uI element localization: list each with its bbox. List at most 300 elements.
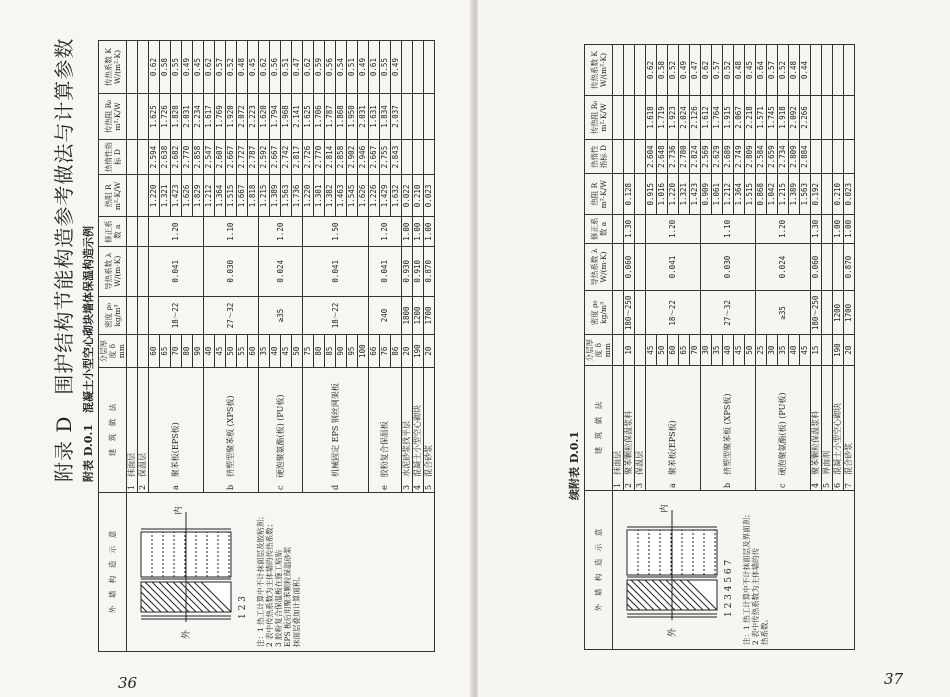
inertia-cell: 2.607 xyxy=(215,139,226,175)
total-resistance-cell: 2.126 xyxy=(690,96,701,140)
wall-section-drawing xyxy=(617,495,737,645)
resistance-cell: 1.389 xyxy=(789,174,800,215)
total-resistance-cell: 1.834 xyxy=(380,94,391,140)
total-resistance-cell: 1.915 xyxy=(723,96,734,140)
total-resistance-cell xyxy=(127,94,138,140)
inside-label: 内 xyxy=(660,503,670,513)
left-rotated-content xyxy=(40,32,460,652)
inertia-cell: 2.884 xyxy=(800,139,811,173)
column-header: 热惰性指标 D xyxy=(99,139,127,175)
method-cell: 6 混凝土小型空心砌块 xyxy=(833,366,844,491)
thickness-cell: 190 xyxy=(413,335,424,368)
sketch-cell xyxy=(127,493,435,652)
table-row xyxy=(127,41,138,652)
inertia-cell: 2.659 xyxy=(767,139,778,173)
resistance-cell: 0.128 xyxy=(624,174,635,215)
resistance-cell: 1.061 xyxy=(712,174,723,215)
resistance-cell: 1.429 xyxy=(380,175,391,217)
total-resistance-cell: 2.234 xyxy=(193,94,204,140)
u-value-cell: 0.48 xyxy=(734,45,745,96)
thickness-cell: 65 xyxy=(679,335,690,366)
total-resistance-cell: 2.218 xyxy=(745,96,756,140)
u-value-cell: 0.62 xyxy=(646,45,657,96)
inertia-cell: 2.667 xyxy=(270,139,281,175)
density-cell: 240 xyxy=(369,296,402,335)
resistance-cell: 1.423 xyxy=(690,174,701,215)
u-value-cell: 0.55 xyxy=(171,41,182,94)
resistance-cell: 0.023 xyxy=(844,174,855,215)
inertia-cell: 2.902 xyxy=(347,139,358,175)
inertia-cell: 2.809 xyxy=(745,139,756,173)
u-value-cell xyxy=(833,45,844,96)
u-value-cell: 0.56 xyxy=(270,41,281,94)
correction-cell: 1.00 xyxy=(844,215,855,244)
total-resistance-cell: 1.706 xyxy=(314,94,325,140)
thickness-cell xyxy=(635,335,646,366)
inertia-cell: 2.648 xyxy=(657,139,668,173)
thickness-cell: 50 xyxy=(745,335,756,366)
resistance-cell: 1.626 xyxy=(358,175,369,217)
u-value-cell: 0.55 xyxy=(380,41,391,94)
resistance-cell: 0.868 xyxy=(756,174,767,215)
correction-cell: 1.20 xyxy=(756,215,811,244)
thickness-cell: 86 xyxy=(391,335,402,368)
density-cell xyxy=(822,291,833,335)
resistance-cell: 1.212 xyxy=(723,174,734,215)
u-value-cell: 0.61 xyxy=(369,41,380,94)
inertia-cell: 2.809 xyxy=(789,139,800,173)
u-value-cell: 0.45 xyxy=(745,45,756,96)
inertia-cell: 2.667 xyxy=(369,139,380,175)
u-value-cell: 0.64 xyxy=(756,45,767,96)
thickness-cell: 40 xyxy=(204,335,215,368)
inertia-cell xyxy=(844,139,855,173)
method-cell: 1 抹面层 xyxy=(127,368,138,493)
column-header: 传热系数 K W/(m²·K) xyxy=(99,41,127,94)
correction-cell: 1.00 xyxy=(413,217,424,247)
u-value-cell: 0.48 xyxy=(237,41,248,94)
correction-cell xyxy=(635,215,646,244)
total-resistance-cell xyxy=(844,96,855,140)
inertia-cell: 2.682 xyxy=(171,139,182,175)
thickness-cell: 76 xyxy=(380,335,391,368)
note-line: 热系数。 xyxy=(760,615,769,645)
total-resistance-cell: 2.141 xyxy=(292,94,303,140)
density-cell xyxy=(138,296,149,335)
outside-label: 外 xyxy=(182,629,192,639)
thickness-cell: 70 xyxy=(171,335,182,368)
correction-cell xyxy=(138,217,149,247)
conductivity-cell: 0.060 xyxy=(624,243,635,291)
inertia-cell: 2.824 xyxy=(690,139,701,173)
u-value-cell: 0.51 xyxy=(347,41,358,94)
correction-cell: 1.00 xyxy=(424,217,435,247)
thickness-cell: 50 xyxy=(657,335,668,366)
column-header: 热阻 R m²·K/W xyxy=(585,174,613,215)
inertia-cell: 2.592 xyxy=(259,139,270,175)
resistance-cell: 1.632 xyxy=(391,175,402,217)
total-resistance-cell: 1.625 xyxy=(149,94,160,140)
resistance-cell: 1.301 xyxy=(314,175,325,217)
resistance-cell xyxy=(138,175,149,217)
conductivity-cell: 0.041 xyxy=(646,243,701,291)
method-cell: 2 聚苯颗粒保温浆料 xyxy=(624,366,635,491)
wall-section-drawing xyxy=(131,497,251,647)
inertia-cell xyxy=(402,139,413,175)
thickness-cell: 65 xyxy=(160,335,171,368)
u-value-cell xyxy=(402,41,413,94)
right-rotated-content xyxy=(536,38,936,650)
resistance-cell: 1.463 xyxy=(336,175,347,217)
correction-cell xyxy=(613,215,624,244)
total-resistance-cell: 1.631 xyxy=(369,94,380,140)
method-cell: 3 水泥砂浆找平层 xyxy=(402,368,413,493)
sketch-cell xyxy=(613,491,855,650)
conductivity-cell: 0.930 xyxy=(402,246,413,296)
correction-cell: 1.00 xyxy=(402,217,413,247)
u-value-cell: 0.57 xyxy=(215,41,226,94)
resistance-cell: 1.736 xyxy=(292,175,303,217)
thickness-cell: 45 xyxy=(734,335,745,366)
conductivity-cell xyxy=(127,246,138,296)
total-resistance-cell xyxy=(635,96,646,140)
thickness-cell: 40 xyxy=(723,335,734,366)
column-header: 密度 ρ₀ kg/m³ xyxy=(99,296,127,335)
right-page xyxy=(478,0,950,697)
column-header: 分层厚度 δ mm xyxy=(585,335,613,366)
total-resistance-cell: 1.617 xyxy=(204,94,215,140)
inertia-cell: 2.547 xyxy=(204,139,215,175)
column-header: 外 墙 构 造 示 意 xyxy=(585,491,613,650)
resistance-cell: 1.321 xyxy=(160,175,171,217)
thickness-cell: 15 xyxy=(811,335,822,366)
method-cell: 5 界面剂 xyxy=(822,366,833,491)
u-value-cell: 0.56 xyxy=(325,41,336,94)
density-cell: 18～22 xyxy=(303,296,369,335)
u-value-cell: 0.62 xyxy=(149,41,160,94)
method-cell: c 硬泡聚氨酯(板) (PU板) xyxy=(259,368,303,493)
conductivity-cell xyxy=(833,243,844,291)
total-resistance-cell: 2.067 xyxy=(734,96,745,140)
inertia-cell xyxy=(613,139,624,173)
u-value-cell: 0.49 xyxy=(391,41,402,94)
data-table xyxy=(98,40,435,652)
total-resistance-cell: 2.031 xyxy=(358,94,369,140)
resistance-cell xyxy=(635,174,646,215)
thickness-cell xyxy=(138,335,149,368)
note-line: 注：1 热工计算中不计抹面层及胶粘剂； xyxy=(256,512,265,647)
thickness-cell: 66 xyxy=(369,335,380,368)
conductivity-cell: 0.870 xyxy=(424,246,435,296)
thickness-cell: 60 xyxy=(149,335,160,368)
page-number: 36 xyxy=(118,674,138,692)
note-line: 抹面层叠加计算面积。 xyxy=(292,572,301,647)
u-value-cell: 0.49 xyxy=(358,41,369,94)
inertia-cell: 2.843 xyxy=(391,139,402,175)
total-resistance-cell: 1.828 xyxy=(171,94,182,140)
correction-cell: 1.20 xyxy=(149,217,204,247)
inertia-cell: 2.858 xyxy=(336,139,347,175)
u-value-cell xyxy=(413,41,424,94)
method-cell: 1 抹面层 xyxy=(613,366,624,491)
u-value-cell xyxy=(424,41,435,94)
inertia-cell: 2.629 xyxy=(712,139,723,173)
note-line: EPS 板后用聚苯颗粒保温砂浆 xyxy=(283,546,292,647)
left-page xyxy=(0,0,472,697)
u-value-cell: 0.59 xyxy=(314,41,325,94)
total-resistance-cell: 1.620 xyxy=(259,94,270,140)
thickness-cell: 45 xyxy=(281,335,292,368)
u-value-cell: 0.52 xyxy=(226,41,237,94)
conductivity-cell: 0.024 xyxy=(756,243,811,291)
resistance-cell: 1.226 xyxy=(369,175,380,217)
conductivity-cell xyxy=(613,243,624,291)
thickness-cell: 75 xyxy=(303,335,314,368)
correction-cell xyxy=(822,215,833,244)
column-header: 建 筑 做 法 xyxy=(585,366,613,491)
method-cell: 4 混凝土小型空心砌块 xyxy=(413,368,424,493)
u-value-cell xyxy=(624,45,635,96)
density-cell: 180～250 xyxy=(811,291,822,335)
u-value-cell: 0.58 xyxy=(657,45,668,96)
correction-cell: 1.20 xyxy=(369,217,402,247)
resistance-cell: 1.545 xyxy=(347,175,358,217)
thickness-cell: 35 xyxy=(778,335,789,366)
total-resistance-cell: 1.920 xyxy=(226,94,237,140)
correction-cell: 1.10 xyxy=(701,215,756,244)
column-header: 分层厚度 δ mm xyxy=(99,335,127,368)
method-cell: 5 混合砂浆 xyxy=(424,368,435,493)
resistance-cell: 0.022 xyxy=(402,175,413,217)
thickness-cell: 60 xyxy=(668,335,679,366)
inertia-cell xyxy=(833,139,844,173)
u-value-cell: 0.62 xyxy=(701,45,712,96)
thickness-cell: 100 xyxy=(358,335,369,368)
column-header: 导热系数 λ W/(m·K) xyxy=(585,243,613,291)
header-row xyxy=(585,45,613,650)
outside-label: 外 xyxy=(668,627,678,637)
u-value-cell: 0.51 xyxy=(281,41,292,94)
u-value-cell: 0.48 xyxy=(789,45,800,96)
u-value-cell: 0.57 xyxy=(767,45,778,96)
total-resistance-cell: 1.719 xyxy=(657,96,668,140)
u-value-cell xyxy=(844,45,855,96)
u-value-cell: 0.58 xyxy=(160,41,171,94)
thickness-cell: 40 xyxy=(789,335,800,366)
column-header: 密度 ρ₀ kg/m³ xyxy=(585,291,613,335)
wall-sketch xyxy=(617,495,769,645)
total-resistance-cell xyxy=(833,96,844,140)
inertia-cell: 2.755 xyxy=(380,139,391,175)
u-value-cell: 0.49 xyxy=(182,41,193,94)
correction-cell xyxy=(127,217,138,247)
total-resistance-cell: 1.618 xyxy=(646,96,657,140)
total-resistance-cell: 1.612 xyxy=(701,96,712,140)
inertia-cell xyxy=(811,139,822,173)
u-value-cell: 0.49 xyxy=(679,45,690,96)
thickness-cell: 50 xyxy=(292,335,303,368)
correction-cell: 1.10 xyxy=(204,217,259,247)
method-cell: a 聚苯板(EPS板) xyxy=(149,368,204,493)
resistance-cell: 1.389 xyxy=(270,175,281,217)
inertia-cell xyxy=(413,139,424,175)
u-value-cell: 0.57 xyxy=(712,45,723,96)
total-resistance-cell xyxy=(424,94,435,140)
resistance-cell: 1.626 xyxy=(182,175,193,217)
u-value-cell xyxy=(635,45,646,96)
wall-sketch xyxy=(131,497,301,647)
total-resistance-cell: 1.726 xyxy=(160,94,171,140)
conductivity-cell: 0.041 xyxy=(149,246,204,296)
u-value-cell: 0.62 xyxy=(303,41,314,94)
thickness-cell: 20 xyxy=(844,335,855,366)
resistance-cell xyxy=(613,174,624,215)
conductivity-cell: 0.870 xyxy=(844,243,855,291)
total-resistance-cell xyxy=(402,94,413,140)
u-value-cell: 0.52 xyxy=(723,45,734,96)
thickness-cell xyxy=(822,335,833,366)
column-header: 修正系数 a xyxy=(585,215,613,244)
resistance-cell: 0.915 xyxy=(646,174,657,215)
method-cell: b 挤塑型聚苯板 (XPS板) xyxy=(204,368,259,493)
total-resistance-cell: 1.950 xyxy=(347,94,358,140)
thickness-cell: 10 xyxy=(624,335,635,366)
resistance-cell: 1.563 xyxy=(800,174,811,215)
total-resistance-cell: 1.745 xyxy=(767,96,778,140)
inertia-cell: 2.817 xyxy=(292,139,303,175)
conductivity-cell: 0.060 xyxy=(811,243,822,291)
header-row xyxy=(99,41,127,652)
column-header: 热惰性指标 D xyxy=(585,139,613,173)
inertia-cell: 2.770 xyxy=(182,139,193,175)
inertia-cell: 2.787 xyxy=(248,139,259,175)
note-line: 3 胶粉复合保温板在施工粘贴 xyxy=(274,549,283,647)
total-resistance-cell: 1.794 xyxy=(270,94,281,140)
inertia-cell: 2.727 xyxy=(237,139,248,175)
inertia-cell: 2.604 xyxy=(646,139,657,173)
resistance-cell: 1.042 xyxy=(767,174,778,215)
inertia-cell: 2.770 xyxy=(314,139,325,175)
thickness-cell: 35 xyxy=(259,335,270,368)
density-cell: 1700 xyxy=(844,291,855,335)
thickness-cell: 25 xyxy=(756,335,767,366)
thickness-cell: 50 xyxy=(226,335,237,368)
total-resistance-cell: 2.092 xyxy=(789,96,800,140)
thickness-cell: 90 xyxy=(193,335,204,368)
density-cell: 1800 xyxy=(402,296,413,335)
density-cell xyxy=(635,291,646,335)
column-header: 热阻 R m²·K/W xyxy=(99,175,127,217)
resistance-cell: 0.210 xyxy=(833,174,844,215)
u-value-cell: 0.62 xyxy=(204,41,215,94)
total-resistance-cell: 2.072 xyxy=(237,94,248,140)
resistance-cell: 1.667 xyxy=(237,175,248,217)
density-cell: 18～22 xyxy=(646,291,701,335)
layer-numbers: 1 2 3 4 5 6 7 xyxy=(724,559,734,617)
thickness-cell: 30 xyxy=(701,335,712,366)
note-line: 2 表中传热系数为主体墙的传热系数； xyxy=(265,519,274,647)
inertia-cell: 2.667 xyxy=(226,139,237,175)
correction-cell: 1.20 xyxy=(259,217,303,247)
conductivity-cell: 0.024 xyxy=(259,246,303,296)
u-value-cell xyxy=(127,41,138,94)
thickness-cell: 20 xyxy=(402,335,413,368)
resistance-cell xyxy=(822,174,833,215)
density-cell: 1700 xyxy=(424,296,435,335)
thickness-cell: 40 xyxy=(270,335,281,368)
page-number: 37 xyxy=(884,670,904,688)
thickness-cell: 90 xyxy=(336,335,347,368)
inertia-cell: 2.638 xyxy=(160,139,171,175)
correction-cell: 1.00 xyxy=(833,215,844,244)
thickness-cell: 35 xyxy=(712,335,723,366)
u-value-cell: 0.52 xyxy=(778,45,789,96)
conductivity-cell xyxy=(138,246,149,296)
u-value-cell: 0.52 xyxy=(668,45,679,96)
u-value-cell: 0.44 xyxy=(800,45,811,96)
conductivity-cell: 0.910 xyxy=(413,246,424,296)
total-resistance-cell: 1.918 xyxy=(778,96,789,140)
column-header: 建 筑 做 法 xyxy=(99,368,127,493)
inertia-cell: 2.858 xyxy=(193,139,204,175)
thickness-cell: 70 xyxy=(690,335,701,366)
total-resistance-cell: 1.968 xyxy=(281,94,292,140)
thickness-cell: 45 xyxy=(800,335,811,366)
total-resistance-cell: 1.764 xyxy=(712,96,723,140)
resistance-cell: 1.220 xyxy=(303,175,314,217)
total-resistance-cell xyxy=(613,96,624,140)
appendix-title: 附录 D 围护结构节能构造参考做法与计算参数 xyxy=(52,37,76,482)
note-line: 2 表中传热系数为主体墙的传 xyxy=(751,547,760,645)
conductivity-cell: 0.030 xyxy=(701,243,756,291)
thickness-cell: 80 xyxy=(182,335,193,368)
density-cell xyxy=(613,291,624,335)
thickness-cell: 190 xyxy=(833,335,844,366)
density-cell: 18～22 xyxy=(149,296,204,335)
table-row xyxy=(613,45,624,650)
density-cell xyxy=(127,296,138,335)
resistance-cell: 0.192 xyxy=(811,174,822,215)
density-cell: 1200 xyxy=(833,291,844,335)
thickness-cell: 55 xyxy=(237,335,248,368)
resistance-cell: 0.023 xyxy=(424,175,435,217)
u-value-cell: 0.45 xyxy=(248,41,259,94)
total-resistance-cell xyxy=(138,94,149,140)
total-resistance-cell: 2.031 xyxy=(182,94,193,140)
inertia-cell: 2.742 xyxy=(281,139,292,175)
conductivity-cell xyxy=(822,243,833,291)
conductivity-cell: 0.041 xyxy=(303,246,369,296)
notes xyxy=(742,495,769,645)
u-value-cell: 0.47 xyxy=(690,45,701,96)
inertia-cell xyxy=(635,139,646,173)
method-cell: e 胶粉复合保温板 xyxy=(369,368,402,493)
column-header: 外 墙 构 造 示 意 xyxy=(99,493,127,652)
inertia-cell xyxy=(138,139,149,175)
resistance-cell: 1.220 xyxy=(668,174,679,215)
correction-cell: 1.20 xyxy=(646,215,701,244)
resistance-cell: 1.515 xyxy=(745,174,756,215)
method-cell: b 挤塑型聚苯板 (XPS板) xyxy=(701,366,756,491)
inside-label: 内 xyxy=(174,505,184,515)
total-resistance-cell: 2.223 xyxy=(248,94,259,140)
inertia-cell: 2.726 xyxy=(303,139,314,175)
resistance-cell: 1.423 xyxy=(171,175,182,217)
resistance-cell: 1.515 xyxy=(226,175,237,217)
total-resistance-cell: 1.868 xyxy=(336,94,347,140)
conductivity-cell: 0.041 xyxy=(369,246,402,296)
column-header: 导热系数 λ W/(m·K) xyxy=(99,246,127,296)
